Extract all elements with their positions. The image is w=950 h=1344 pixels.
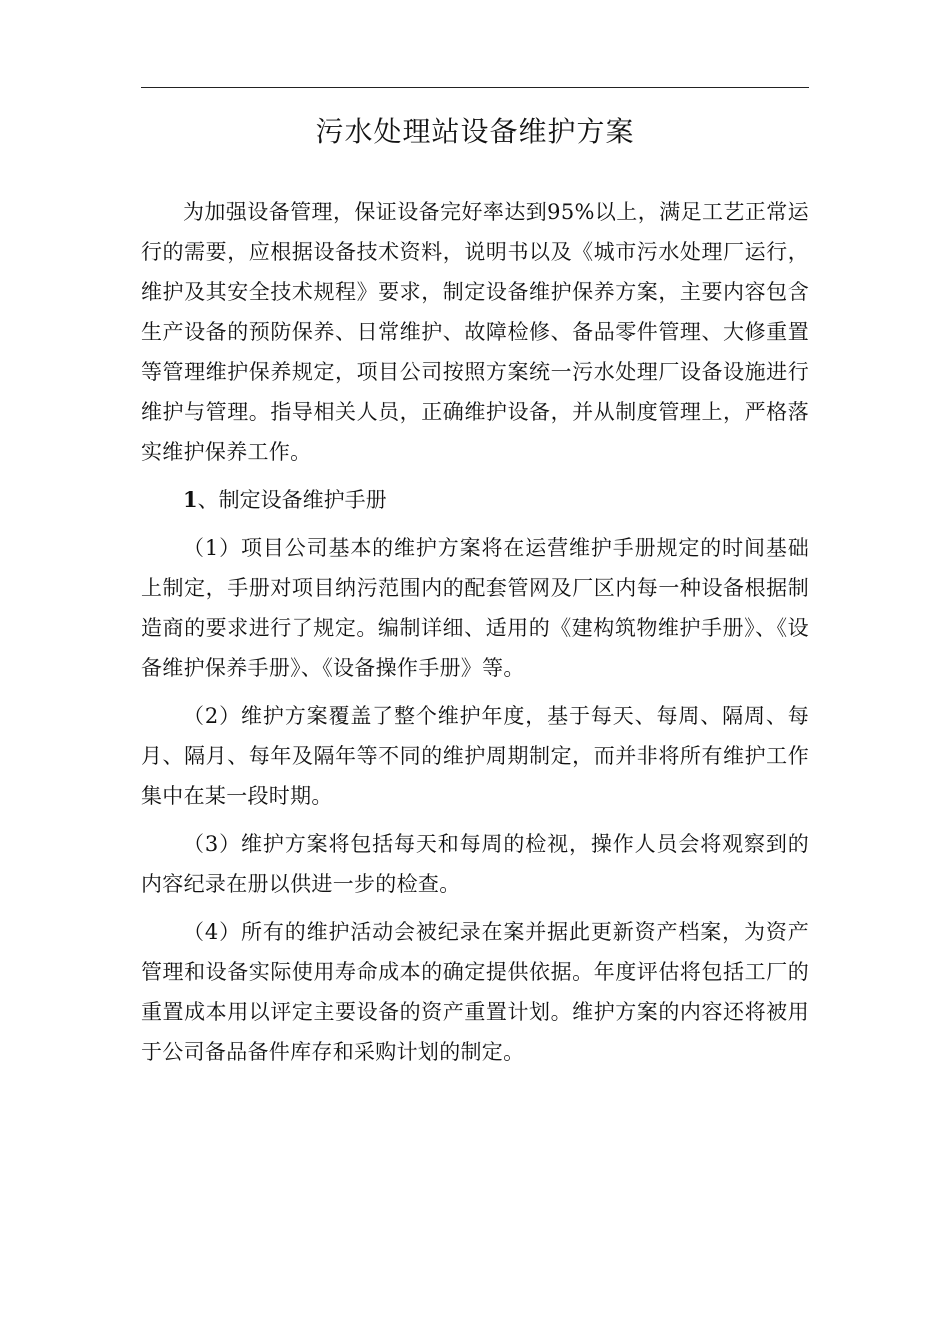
intro-paragraph: 为加强设备管理，保证设备完好率达到95%以上，满足工艺正常运行的需要，应根据设备技术资料，说明书以及《城市污水处理厂运行，维护及其安全技术规程》要求，制定设备维护保养方案，主要内容包含生产设备的预防保养、日常维护、故障检修、备品零件管理、大修重置等管理维护保养规定，项目公司按照方案统一污水处理厂设备设施进行维护与管理。指导相关人员，正确维护设备，并从制度管理上，严格落实维护保养工作。 <box>141 200 809 464</box>
document-body <box>141 192 809 1072</box>
document-title: 污水处理站设备维护方案 <box>315 115 635 148</box>
section-title: 、制定设备维护手册 <box>197 488 387 512</box>
section-heading <box>141 480 809 520</box>
section-number: 1 <box>183 487 198 512</box>
header-divider <box>141 87 809 88</box>
list-item: （1）项目公司基本的维护方案将在运营维护手册规定的时间基础上制定，手册对项目纳污范围内的配套管网及厂区内每一种设备根据制造商的要求进行了规定。编制详细、适用的《建构筑物维护手册》、《设备维护保养手册》、《设备操作手册》等。 <box>141 536 809 680</box>
list-item: （4）所有的维护活动会被纪录在案并据此更新资产档案，为资产管理和设备实际使用寿命成本的确定提供依据。年度评估将包括工厂的重置成本用以评定主要设备的资产重置计划。维护方案的内容还将被用于公司备品备件库存和采购计划的制定。 <box>141 920 809 1064</box>
list-item: （3）维护方案将包括每天和每周的检视，操作人员会将观察到的内容纪录在册以供进一步的检查。 <box>141 832 809 896</box>
list-item: （2）维护方案覆盖了整个维护年度，基于每天、每周、隔周、每月、隔月、每年及隔年等不同的维护周期制定，而并非将所有维护工作集中在某一段时期。 <box>141 704 809 808</box>
